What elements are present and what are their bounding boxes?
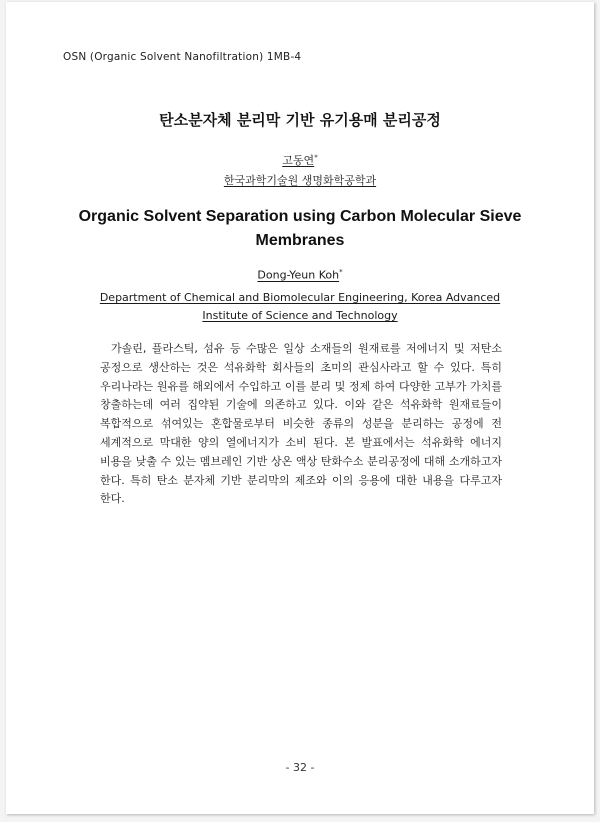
korean-affiliation [6, 172, 594, 188]
english-title: Organic Solvent Separation using Carbon Molecular Sieve Membranes [78, 208, 522, 249]
session-code: OSN (Organic Solvent Nanofiltration) 1MB-4 [63, 51, 302, 63]
korean-title: 탄소분자체 분리막 기반 유기용매 분리공정 [159, 111, 441, 129]
korean-author-name: 고동연 [282, 154, 315, 167]
document-page [6, 2, 594, 814]
english-affiliation [86, 289, 514, 325]
english-author-line [6, 268, 594, 282]
english-affiliation-line1: Department of Chemical and Biomolecular Engineering, Korea Advanced [99, 291, 501, 304]
english-author-mark: * [339, 268, 343, 276]
korean-author-mark: * [314, 153, 318, 162]
english-author-name: Dong-Yeun Koh [257, 268, 340, 282]
english-affiliation-line2: Institute of Science and Technology [202, 309, 398, 322]
korean-author-line [6, 152, 594, 168]
page-number: - 32 - [285, 761, 315, 774]
korean-affiliation-text: 한국과학기술원 생명화학공학과 [223, 174, 377, 187]
abstract-body: 가솔린, 플라스틱, 섬유 등 수많은 일상 소재들의 원재료를 저에너지 및 저탄소 공정으로 생산하는 것은 석유화학 회사들의 초미의 관심사라고 할 수 있다. 특히 우리나라는 원유를 해외에서 수입하고 이를 분리 및 정제 하여 다양한 고부가 가치를 창출하는데 여러 집약된 기술에 의존하고 있다. 이와 같은 석유화학 원재료들이 복합적으로 섞여있는 혼합물로부터 비슷한 종류의 성분을 분리하는 공정에 전 세계적으로 막대한 양의 열에너지가 소비 된다. 본 발표에서는 석유화학 에너지 비용을 낮출 수 있는 멤브레인 기반 상온 액상 탄화수소 분리공정에 대해 소개하고자 한다. 특히 탄소 분자체 기반 분리막의 제조와 이의 응용에 대한 내용을 다루고자 한다. [100, 342, 502, 506]
